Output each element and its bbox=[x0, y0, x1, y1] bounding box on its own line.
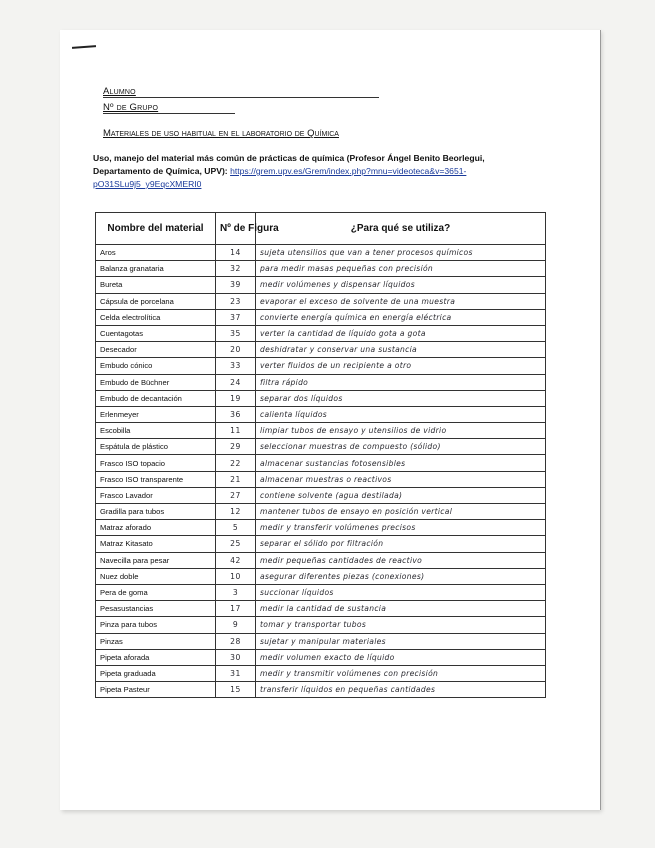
uso-cell: almacenar sustancias fotosensibles bbox=[256, 455, 546, 471]
table-row bbox=[96, 293, 546, 309]
figura-cell: 10 bbox=[216, 568, 256, 584]
table-row bbox=[96, 471, 546, 487]
material-cell: Gradilla para tubos bbox=[96, 504, 216, 520]
material-cell: Embudo de Büchner bbox=[96, 374, 216, 390]
alumno-line bbox=[103, 97, 379, 98]
page-title: Materiales de uso habitual en el laboratorio de Química bbox=[103, 128, 339, 139]
col-figura-header: Nº de Figura bbox=[216, 213, 256, 245]
table-row bbox=[96, 455, 546, 471]
uso-cell: verter la cantidad de líquido gota a gota bbox=[256, 325, 546, 341]
material-cell: Pesasustancias bbox=[96, 601, 216, 617]
table-row bbox=[96, 374, 546, 390]
figura-cell: 29 bbox=[216, 439, 256, 455]
material-cell: Pipeta aforada bbox=[96, 649, 216, 665]
uso-cell: medir y transferir volúmenes precisos bbox=[256, 520, 546, 536]
figura-cell: 23 bbox=[216, 293, 256, 309]
figura-cell: 31 bbox=[216, 665, 256, 681]
uso-cell: separar el sólido por filtración bbox=[256, 536, 546, 552]
uso-cell: almacenar muestras o reactivos bbox=[256, 471, 546, 487]
material-cell: Cuentagotas bbox=[96, 325, 216, 341]
figura-cell: 25 bbox=[216, 536, 256, 552]
table-row bbox=[96, 487, 546, 503]
table-row bbox=[96, 568, 546, 584]
figura-cell: 19 bbox=[216, 390, 256, 406]
table-row bbox=[96, 390, 546, 406]
table-row bbox=[96, 358, 546, 374]
table-row bbox=[96, 439, 546, 455]
material-cell: Pipeta graduada bbox=[96, 665, 216, 681]
grupo-line bbox=[103, 113, 235, 114]
table-row bbox=[96, 406, 546, 422]
figura-cell: 3 bbox=[216, 584, 256, 600]
uso-cell: verter fluidos de un recipiente a otro bbox=[256, 358, 546, 374]
table-row bbox=[96, 633, 546, 649]
figura-cell: 32 bbox=[216, 261, 256, 277]
material-cell: Matraz aforado bbox=[96, 520, 216, 536]
material-cell: Erlenmeyer bbox=[96, 406, 216, 422]
material-cell: Frasco ISO transparente bbox=[96, 471, 216, 487]
material-cell: Cápsula de porcelana bbox=[96, 293, 216, 309]
material-cell: Bureta bbox=[96, 277, 216, 293]
uso-cell: medir volúmenes y dispensar líquidos bbox=[256, 277, 546, 293]
material-cell: Navecilla para pesar bbox=[96, 552, 216, 568]
table-row bbox=[96, 552, 546, 568]
materials-table bbox=[95, 212, 546, 698]
figura-cell: 15 bbox=[216, 682, 256, 698]
uso-cell: medir y transmitir volúmenes con precisión bbox=[256, 665, 546, 681]
table-row bbox=[96, 504, 546, 520]
table-row bbox=[96, 309, 546, 325]
figura-cell: 17 bbox=[216, 601, 256, 617]
uso-cell: medir volumen exacto de líquido bbox=[256, 649, 546, 665]
grupo-label: Nº de Grupo bbox=[103, 102, 159, 113]
figura-cell: 14 bbox=[216, 245, 256, 261]
uso-cell: asegurar diferentes piezas (conexiones) bbox=[256, 568, 546, 584]
material-cell: Pera de goma bbox=[96, 584, 216, 600]
table-row bbox=[96, 277, 546, 293]
figura-cell: 42 bbox=[216, 552, 256, 568]
figura-cell: 11 bbox=[216, 423, 256, 439]
figura-cell: 28 bbox=[216, 633, 256, 649]
table-row bbox=[96, 584, 546, 600]
table-row bbox=[96, 261, 546, 277]
material-cell: Frasco ISO topacio bbox=[96, 455, 216, 471]
material-cell: Nuez doble bbox=[96, 568, 216, 584]
table-row bbox=[96, 649, 546, 665]
material-cell: Escobilla bbox=[96, 423, 216, 439]
uso-cell: sujetar y manipular materiales bbox=[256, 633, 546, 649]
material-cell: Pinzas bbox=[96, 633, 216, 649]
alumno-field bbox=[103, 86, 136, 97]
table-row bbox=[96, 245, 546, 261]
intro-text: Uso, manejo del material más común de prácticas de química (Profesor Ángel Benito Beorlegui, Departamento de Química, UPV): bbox=[93, 153, 485, 176]
uso-cell: contiene solvente (agua destilada) bbox=[256, 487, 546, 503]
col-material-header: Nombre del material bbox=[96, 213, 216, 245]
uso-cell: seleccionar muestras de compuesto (sólido) bbox=[256, 439, 546, 455]
uso-cell: filtra rápido bbox=[256, 374, 546, 390]
material-cell: Aros bbox=[96, 245, 216, 261]
material-cell: Embudo de decantación bbox=[96, 390, 216, 406]
material-cell: Embudo cónico bbox=[96, 358, 216, 374]
uso-cell: para medir masas pequeñas con precisión bbox=[256, 261, 546, 277]
uso-cell: medir pequeñas cantidades de reactivo bbox=[256, 552, 546, 568]
table-row bbox=[96, 325, 546, 341]
material-cell: Frasco Lavador bbox=[96, 487, 216, 503]
material-cell: Pinza para tubos bbox=[96, 617, 216, 633]
uso-cell: deshidratar y conservar una sustancia bbox=[256, 342, 546, 358]
uso-cell: sujeta utensilios que van a tener procesos químicos bbox=[256, 245, 546, 261]
material-cell: Desecador bbox=[96, 342, 216, 358]
figura-cell: 20 bbox=[216, 342, 256, 358]
material-cell: Celda electrolítica bbox=[96, 309, 216, 325]
material-cell: Matraz Kitasato bbox=[96, 536, 216, 552]
uso-cell: transferir líquidos en pequeñas cantidades bbox=[256, 682, 546, 698]
table-row bbox=[96, 617, 546, 633]
table-row bbox=[96, 342, 546, 358]
figura-cell: 27 bbox=[216, 487, 256, 503]
figura-cell: 35 bbox=[216, 325, 256, 341]
intro-paragraph bbox=[93, 152, 513, 191]
col-uso-header: ¿Para qué se utiliza? bbox=[256, 213, 546, 245]
table-row bbox=[96, 665, 546, 681]
figura-cell: 9 bbox=[216, 617, 256, 633]
uso-cell: medir la cantidad de sustancia bbox=[256, 601, 546, 617]
material-cell: Pipeta Pasteur bbox=[96, 682, 216, 698]
alumno-label: Alumno bbox=[103, 86, 136, 97]
figura-cell: 36 bbox=[216, 406, 256, 422]
figura-cell: 12 bbox=[216, 504, 256, 520]
figura-cell: 22 bbox=[216, 455, 256, 471]
uso-cell: separar dos líquidos bbox=[256, 390, 546, 406]
uso-cell: mantener tubos de ensayo en posición vertical bbox=[256, 504, 546, 520]
uso-cell: tomar y transportar tubos bbox=[256, 617, 546, 633]
grupo-field bbox=[103, 102, 158, 113]
table-row bbox=[96, 520, 546, 536]
video-link[interactable]: https://grem.upv.es/Grem/index.php?mnu=videoteca&v=3651-pO31SLu9j5_y9EqcXMERI0 bbox=[93, 166, 467, 189]
figura-cell: 33 bbox=[216, 358, 256, 374]
uso-cell: calienta líquidos bbox=[256, 406, 546, 422]
table-row bbox=[96, 601, 546, 617]
uso-cell: evaporar el exceso de solvente de una muestra bbox=[256, 293, 546, 309]
uso-cell: limpiar tubos de ensayo y utensilios de vidrio bbox=[256, 423, 546, 439]
figura-cell: 37 bbox=[216, 309, 256, 325]
table-row bbox=[96, 423, 546, 439]
table-row bbox=[96, 682, 546, 698]
uso-cell: succionar líquidos bbox=[256, 584, 546, 600]
material-cell: Balanza granataria bbox=[96, 261, 216, 277]
table-row bbox=[96, 536, 546, 552]
figura-cell: 21 bbox=[216, 471, 256, 487]
figura-cell: 5 bbox=[216, 520, 256, 536]
figura-cell: 39 bbox=[216, 277, 256, 293]
figura-cell: 24 bbox=[216, 374, 256, 390]
figura-cell: 30 bbox=[216, 649, 256, 665]
material-cell: Espátula de plástico bbox=[96, 439, 216, 455]
table-header-row bbox=[96, 213, 546, 245]
uso-cell: convierte energía química en energía eléctrica bbox=[256, 309, 546, 325]
